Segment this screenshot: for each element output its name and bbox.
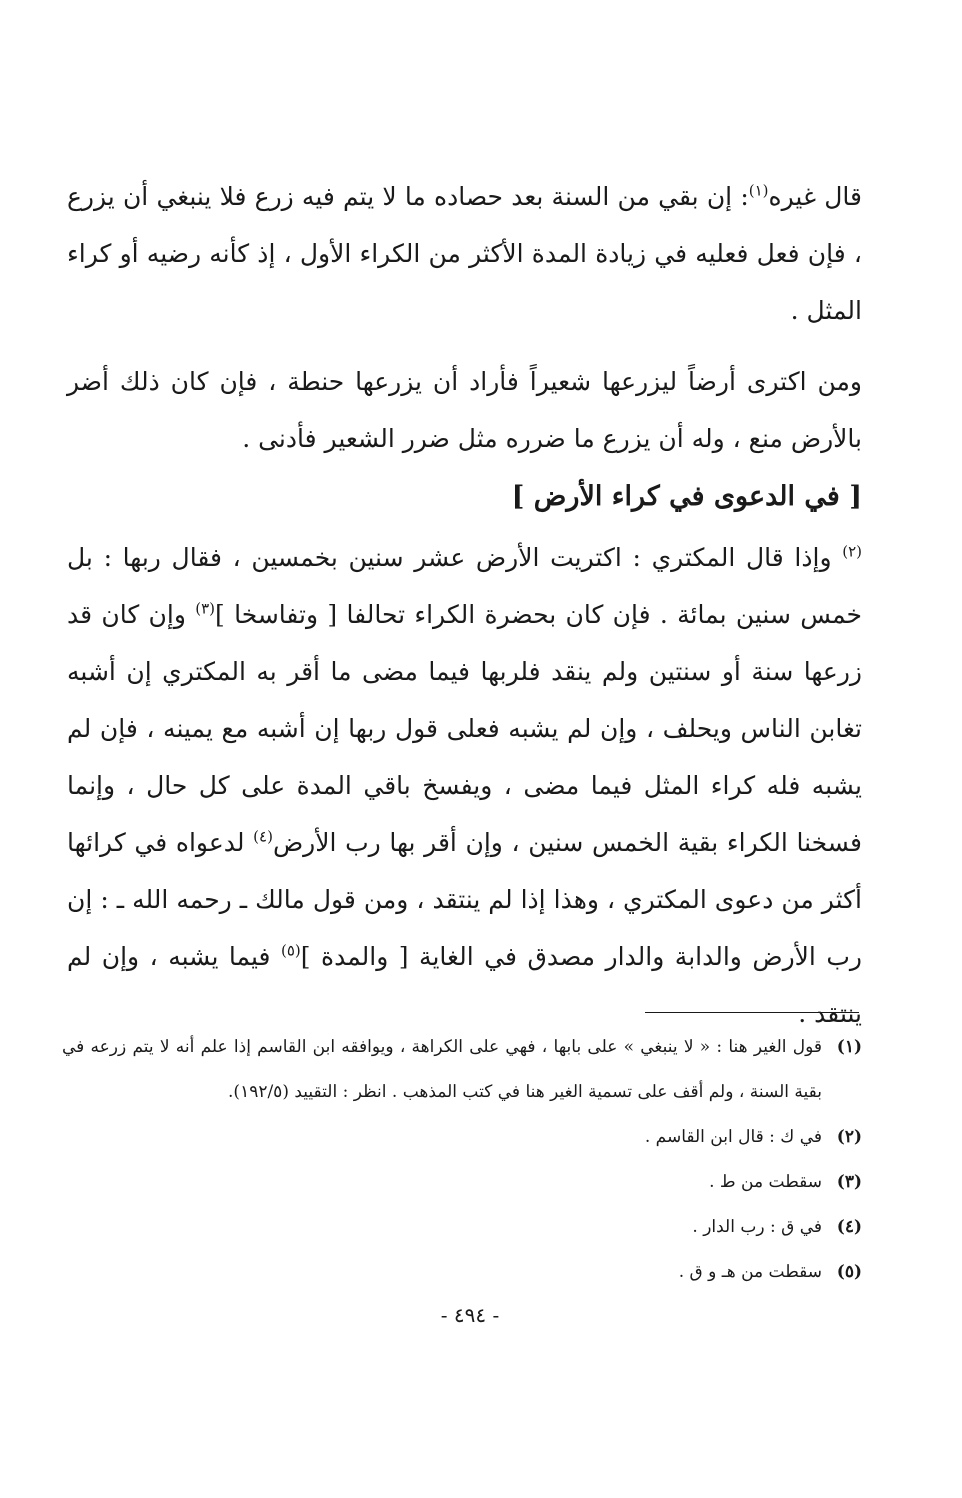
footnote-text: في ق : رب الدار . xyxy=(692,1217,822,1237)
footnote-text: سقطت من هـ و ق . xyxy=(678,1262,822,1282)
footnote-ref-1: (١) xyxy=(748,181,769,200)
paragraph-3-seg-4: فيما يشبه ، وإن لم ينتقد . xyxy=(67,942,862,1028)
paragraph-1-start: قال غيره xyxy=(768,182,862,211)
paragraph-3-seg-3: لدعواه في كرائها أكثر من دعوى المكتري ، وهذا إذا لم ينتقد ، ومن قول مالك ـ رحمه الله ـ : إن رب الأرض والدابة والدار مصدق في الغاية [ والمدة ] xyxy=(67,828,862,971)
section-heading: [ في الدعوى في كراء الأرض ] xyxy=(511,481,862,512)
footnote-text: سقطت من ط . xyxy=(709,1172,822,1192)
footnote-ref-5: (٥) xyxy=(280,941,301,960)
footnotes xyxy=(62,1025,862,1295)
paragraph-3-seg-2: وإن كان قد زرعها سنة أو سنتين ولم ينقد فلربها فيما مضى ما أقر به المكتري إن أشبه تغابن الناس ويحلف ، وإن لم يشبه فعلى قول ربها إن أشبه مع يمينه ، فإن لم يشبه فله كراء المثل فيما مضى ، ويفسخ باقي المدة على كل حال ، وإنما فسخنا الكراء بقية الخمس سنين ، وإن أقر بها رب الأرض xyxy=(67,600,863,857)
footnote-2 xyxy=(62,1115,862,1160)
footnote-ref-4: (٤) xyxy=(253,827,273,846)
footnote-ref-3: (٣) xyxy=(195,599,216,618)
footnote-4 xyxy=(62,1205,862,1250)
footnote-number: (٣) xyxy=(836,1172,862,1192)
paragraph-3-seg-1: وإذا قال المكتري : اكتريت الأرض عشر سنين بخمسين ، فقال ربها : بل خمس سنين بمائة . فإن كان بحضرة الكراء تحالفا [ وتفاسخا ] xyxy=(67,543,863,629)
paragraph-2: ومن اكترى أرضاً ليزرعها شعيراً فأراد أن يزرعها حنطة ، فإن كان ذلك أضر بالأرض منع ، وله أن يزرع ما ضرره مثل ضرر الشعير فأدنى . xyxy=(67,367,862,453)
paragraph-1 xyxy=(67,168,862,339)
paragraph-3 xyxy=(67,529,862,1042)
footnote-number: (٤) xyxy=(836,1217,862,1237)
footnote-number: (١) xyxy=(836,1037,862,1057)
main-text xyxy=(67,168,862,1042)
footnote-text: قول الغير هنا : « لا ينبغي » على بابها ، فهي على الكراهة ، ويوافقه ابن القاسم إذا علم أنه لا يتم زرعه في بقية السنة ، ولم أقف على تسمية الغير هنا في كتب المذهب . انظر : التقييد (١٩٢/٥). xyxy=(62,1037,822,1102)
footnote-text: في ك : قال ابن القاسم . xyxy=(644,1127,822,1147)
footnote-divider xyxy=(645,1012,859,1013)
footnote-3 xyxy=(62,1160,862,1205)
footnote-1 xyxy=(62,1025,862,1115)
footnote-number: (٢) xyxy=(836,1127,862,1147)
page-number: - ٤٩٤ - xyxy=(440,1303,500,1327)
footnote-ref-2: (٢) xyxy=(842,542,862,561)
footnote-number: (٥) xyxy=(836,1262,862,1282)
paragraph-1-rest: : إن بقي من السنة بعد حصاده ما لا يتم فيه زرع فلا ينبغي أن يزرع ، فإن فعل فعليه في زيادة المدة الأكثر من الكراء الأول ، إذ كأنه رضيه أو كراء المثل . xyxy=(67,182,862,325)
footnote-5 xyxy=(62,1250,862,1295)
